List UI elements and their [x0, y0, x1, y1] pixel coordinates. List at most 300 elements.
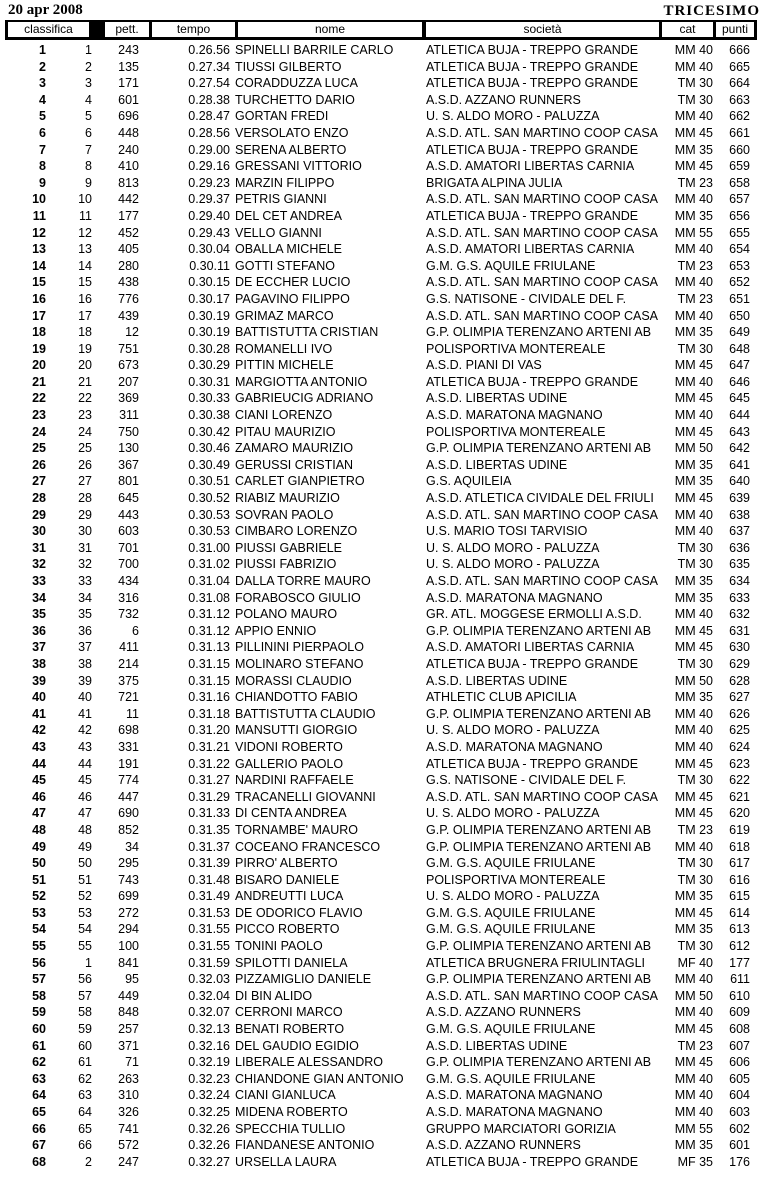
cat-rank-cell: 11 [79, 208, 92, 223]
societa-cell: POLISPORTIVA MONTEREALE [426, 341, 606, 356]
societa-cell: ATLETICA BUJA - TREPPO GRANDE [426, 656, 639, 671]
table-row [0, 142, 775, 159]
cat-cell: MM 45 [674, 358, 713, 373]
punti-cell: 619 [729, 822, 750, 837]
table-row [0, 905, 775, 922]
nome-cell: APPIO ENNIO [235, 623, 317, 638]
punti-cell: 607 [729, 1038, 750, 1053]
tempo-cell: 0.30.46 [188, 441, 230, 456]
cat-rank-cell: 51 [78, 872, 92, 887]
tempo-cell: 0.31.55 [188, 922, 230, 937]
tempo-cell: 0.30.19 [188, 325, 230, 340]
nome-cell: OBALLA MICHELE [235, 242, 342, 257]
pett-cell: 603 [118, 524, 139, 539]
tempo-cell: 0.30.15 [188, 275, 230, 290]
cat-cell: MM 35 [674, 474, 713, 489]
cat-rank-cell: 24 [78, 424, 92, 439]
tempo-cell: 0.31.15 [188, 673, 230, 688]
cat-cell: MM 35 [674, 142, 713, 157]
societa-cell: ATHLETIC CLUB APICILIA [426, 690, 577, 705]
classifica-cell: 13 [32, 242, 46, 257]
nome-cell: BENATI ROBERTO [235, 1022, 345, 1037]
table-row [0, 1071, 775, 1088]
table-row [0, 822, 775, 839]
pett-cell: 130 [118, 441, 139, 456]
nome-cell: GORTAN FREDI [235, 109, 329, 124]
cat-cell: MM 35 [674, 325, 713, 340]
table-row [0, 590, 775, 607]
cat-cell: MM 40 [674, 723, 713, 738]
societa-cell: A.S.D. AZZANO RUNNERS [426, 1005, 581, 1020]
cat-cell: TM 23 [677, 1038, 713, 1053]
tempo-cell: 0.31.12 [188, 623, 230, 638]
societa-cell: G.M. G.S. AQUILE FRIULANE [426, 922, 596, 937]
tempo-cell: 0.30.49 [188, 457, 230, 472]
cat-rank-cell: 3 [85, 76, 92, 91]
cat-rank-cell: 63 [78, 1088, 92, 1103]
table-row [0, 225, 775, 242]
pett-cell: 257 [118, 1022, 139, 1037]
cat-rank-cell: 47 [78, 806, 92, 821]
classifica-cell: 60 [32, 1022, 46, 1037]
tempo-cell: 0.30.28 [188, 341, 230, 356]
nome-cell: PITAU MAURIZIO [235, 424, 336, 439]
table-row [0, 1121, 775, 1138]
punti-cell: 608 [729, 1022, 750, 1037]
nome-cell: SPILOTTI DANIELA [235, 955, 348, 970]
table-row [0, 357, 775, 374]
punti-cell: 626 [729, 706, 750, 721]
societa-cell: G.P. OLIMPIA TERENZANO ARTENI AB [426, 939, 652, 954]
cat-cell: MM 40 [674, 109, 713, 124]
header-cat: cat [662, 22, 713, 37]
cat-rank-cell: 56 [78, 972, 92, 987]
cat-rank-cell: 21 [78, 374, 92, 389]
cat-cell: MM 40 [674, 408, 713, 423]
cat-cell: MM 35 [674, 922, 713, 937]
cat-cell: MM 45 [674, 391, 713, 406]
cat-cell: MF 35 [677, 1154, 713, 1169]
tempo-cell: 0.28.38 [188, 92, 230, 107]
classifica-cell: 52 [32, 889, 46, 904]
punti-cell: 616 [729, 872, 750, 887]
cat-rank-cell: 43 [78, 739, 92, 754]
tempo-cell: 0.30.42 [188, 424, 230, 439]
nome-cell: POLANO MAURO [235, 607, 338, 622]
classifica-cell: 46 [32, 789, 46, 804]
punti-cell: 604 [729, 1088, 750, 1103]
pett-cell: 12 [125, 325, 139, 340]
nome-cell: COCEANO FRANCESCO [235, 839, 381, 854]
punti-cell: 650 [729, 308, 750, 323]
nome-cell: CHIANDONE GIAN ANTONIO [235, 1071, 404, 1086]
pett-cell: 698 [118, 723, 139, 738]
tempo-cell: 0.32.27 [188, 1154, 230, 1169]
tempo-cell: 0.31.20 [188, 723, 230, 738]
nome-cell: RIABIZ MAURIZIO [235, 491, 340, 506]
nome-cell: MIDENA ROBERTO [235, 1105, 348, 1119]
classifica-cell: 34 [32, 590, 46, 605]
tempo-cell: 0.31.08 [188, 590, 230, 605]
punti-cell: 628 [729, 673, 750, 688]
cat-cell: MM 50 [674, 988, 713, 1003]
cat-rank-cell: 65 [78, 1121, 92, 1136]
punti-cell: 614 [729, 905, 750, 920]
classifica-cell: 20 [32, 358, 46, 373]
punti-cell: 634 [729, 574, 750, 588]
cat-cell: MM 40 [674, 242, 713, 257]
race-location: TRICESIMO [663, 3, 760, 19]
tempo-cell: 0.31.18 [188, 706, 230, 721]
nome-cell: CIANI LORENZO [235, 408, 333, 423]
page-header [0, 0, 775, 20]
nome-cell: DALLA TORRE MAURO [235, 574, 371, 588]
table-row [0, 490, 775, 507]
classifica-cell: 54 [32, 922, 46, 937]
pett-cell: 367 [118, 457, 139, 472]
cat-rank-cell: 48 [78, 822, 92, 837]
societa-cell: G.P. OLIMPIA TERENZANO ARTENI AB [426, 706, 652, 721]
classifica-cell: 29 [32, 507, 46, 522]
cat-rank-cell: 8 [85, 159, 92, 174]
table-row [0, 341, 775, 358]
punti-cell: 643 [729, 424, 750, 439]
table-row [0, 191, 775, 208]
nome-cell: MANSUTTI GIORGIO [235, 723, 358, 738]
pett-cell: 732 [118, 607, 139, 622]
table-row [0, 440, 775, 457]
nome-cell: DI CENTA ANDREA [235, 806, 347, 821]
pett-cell: 6 [132, 623, 139, 638]
table-row [0, 1021, 775, 1038]
pett-cell: 690 [118, 806, 139, 821]
nome-cell: FIANDANESE ANTONIO [235, 1138, 375, 1153]
punti-cell: 639 [729, 491, 750, 506]
cat-cell: TM 23 [677, 291, 713, 306]
pett-cell: 813 [118, 175, 139, 190]
punti-cell: 654 [729, 242, 750, 257]
societa-cell: A.S.D. ATL. SAN MARTINO COOP CASA [426, 574, 659, 588]
nome-cell: MORASSI CLAUDIO [235, 673, 352, 688]
classifica-cell: 23 [32, 408, 46, 423]
table-row [0, 1104, 775, 1121]
pett-cell: 371 [118, 1038, 139, 1053]
punti-cell: 627 [729, 690, 750, 705]
classifica-cell: 7 [39, 142, 46, 157]
classifica-cell: 38 [32, 656, 46, 671]
nome-cell: TURCHETTO DARIO [235, 92, 355, 107]
nome-cell: ROMANELLI IVO [235, 341, 333, 356]
societa-cell: G.P. OLIMPIA TERENZANO ARTENI AB [426, 441, 652, 456]
cat-cell: MM 40 [674, 275, 713, 290]
punti-cell: 606 [729, 1055, 750, 1070]
nome-cell: TRACANELLI GIOVANNI [235, 789, 376, 804]
tempo-cell: 0.31.15 [188, 656, 230, 671]
nome-cell: TONINI PAOLO [235, 939, 323, 954]
classifica-cell: 41 [32, 706, 46, 721]
societa-cell: ATLETICA BUJA - TREPPO GRANDE [426, 756, 639, 771]
societa-cell: A.S.D. PIANI DI VAS [426, 358, 542, 373]
pett-cell: 311 [119, 408, 139, 423]
tempo-cell: 0.30.19 [188, 308, 230, 323]
nome-cell: CHIANDOTTO FABIO [235, 690, 358, 705]
cat-cell: MM 45 [674, 640, 713, 655]
classifica-cell: 44 [32, 756, 46, 771]
table-row [0, 374, 775, 391]
classifica-cell: 28 [32, 491, 46, 506]
cat-rank-cell: 5 [85, 109, 92, 124]
cat-rank-cell: 34 [78, 590, 92, 605]
cat-rank-cell: 14 [78, 258, 92, 273]
classifica-cell: 5 [39, 109, 46, 124]
punti-cell: 666 [729, 43, 750, 57]
cat-cell: TM 23 [677, 822, 713, 837]
table-row [0, 789, 775, 806]
nome-cell: ANDREUTTI LUCA [235, 889, 344, 904]
table-row [0, 42, 775, 59]
classifica-cell: 26 [32, 457, 46, 472]
tempo-cell: 0.29.00 [188, 142, 230, 157]
societa-cell: G.S. NATISONE - CIVIDALE DEL F. [426, 773, 627, 788]
punti-cell: 657 [729, 192, 750, 207]
pett-cell: 700 [118, 557, 139, 572]
cat-rank-cell: 26 [78, 457, 92, 472]
table-row [0, 407, 775, 424]
classifica-cell: 63 [32, 1071, 46, 1086]
societa-cell: G.M. G.S. AQUILE FRIULANE [426, 1022, 596, 1037]
nome-cell: BATTISTUTTA CRISTIAN [235, 325, 379, 340]
punti-cell: 621 [729, 789, 750, 804]
table-row [0, 739, 775, 756]
table-row [0, 805, 775, 822]
punti-cell: 625 [729, 723, 750, 738]
cat-rank-cell: 61 [78, 1055, 92, 1070]
societa-cell: A.S.D. AMATORI LIBERTAS CARNIA [426, 242, 635, 257]
cat-cell: MM 35 [674, 889, 713, 904]
punti-cell: 640 [729, 474, 750, 489]
societa-cell: U.S. MARIO TOSI TARVISIO [426, 524, 588, 539]
nome-cell: PETRIS GIANNI [235, 192, 327, 207]
classifica-cell: 68 [32, 1154, 46, 1169]
cat-rank-cell: 10 [78, 192, 92, 207]
cat-rank-cell: 7 [85, 142, 92, 157]
societa-cell: U. S. ALDO MORO - PALUZZA [426, 889, 600, 904]
classifica-cell: 56 [32, 955, 46, 970]
tempo-cell: 0.31.00 [188, 540, 230, 555]
pett-cell: 645 [118, 491, 139, 506]
societa-cell: G.M. G.S. AQUILE FRIULANE [426, 856, 596, 871]
nome-cell: CARLET GIANPIETRO [235, 474, 365, 489]
cat-cell: MM 40 [674, 1105, 713, 1119]
cat-cell: MM 50 [674, 673, 713, 688]
punti-cell: 632 [729, 607, 750, 622]
societa-cell: A.S.D. LIBERTAS UDINE [426, 1038, 568, 1053]
cat-rank-cell: 66 [78, 1138, 92, 1153]
nome-cell: VELLO GIANNI [235, 225, 322, 240]
classifica-cell: 6 [39, 125, 46, 140]
cat-cell: TM 30 [677, 939, 713, 954]
cat-rank-cell: 60 [78, 1038, 92, 1053]
nome-cell: NARDINI RAFFAELE [235, 773, 354, 788]
pett-cell: 326 [118, 1105, 139, 1119]
nome-cell: PIUSSI FABRIZIO [235, 557, 337, 572]
societa-cell: G.P. OLIMPIA TERENZANO ARTENI AB [426, 325, 652, 340]
tempo-cell: 0.30.33 [188, 391, 230, 406]
pett-cell: 171 [118, 76, 139, 91]
pett-cell: 295 [118, 856, 139, 871]
nome-cell: PIUSSI GABRIELE [235, 540, 342, 555]
societa-cell: ATLETICA BUJA - TREPPO GRANDE [426, 1154, 639, 1169]
societa-cell: A.S.D. MARATONA MAGNANO [426, 1105, 603, 1119]
punti-cell: 605 [729, 1071, 750, 1086]
tempo-cell: 0.31.12 [188, 607, 230, 622]
cat-rank-cell: 64 [78, 1105, 92, 1119]
classifica-cell: 37 [32, 640, 46, 655]
societa-cell: G.S. AQUILEIA [426, 474, 512, 489]
societa-cell: A.S.D. MARATONA MAGNANO [426, 1088, 603, 1103]
pett-cell: 776 [118, 291, 139, 306]
cat-rank-cell: 58 [78, 1005, 92, 1020]
classifica-cell: 14 [32, 258, 46, 273]
classifica-cell: 15 [32, 275, 46, 290]
cat-rank-cell: 28 [78, 491, 92, 506]
cat-rank-cell: 54 [78, 922, 92, 937]
nome-cell: PILLININI PIERPAOLO [235, 640, 364, 655]
cat-rank-cell: 38 [78, 656, 92, 671]
societa-cell: A.S.D. LIBERTAS UDINE [426, 457, 568, 472]
nome-cell: MARGIOTTA ANTONIO [235, 374, 368, 389]
cat-rank-cell: 37 [78, 640, 92, 655]
classifica-cell: 8 [39, 159, 46, 174]
nome-cell: DE ECCHER LUCIO [235, 275, 351, 290]
table-row [0, 689, 775, 706]
header-nome: nome [238, 22, 422, 37]
tempo-cell: 0.26.56 [188, 43, 230, 57]
societa-cell: U. S. ALDO MORO - PALUZZA [426, 723, 600, 738]
table-row [0, 573, 775, 590]
punti-cell: 661 [729, 125, 750, 140]
tempo-cell: 0.30.04 [188, 242, 230, 257]
nome-cell: DEL GAUDIO EGIDIO [235, 1038, 359, 1053]
tempo-cell: 0.31.02 [188, 557, 230, 572]
race-date: 20 apr 2008 [8, 2, 83, 18]
cat-cell: MM 40 [674, 839, 713, 854]
table-row [0, 1087, 775, 1104]
societa-cell: G.P. OLIMPIA TERENZANO ARTENI AB [426, 972, 652, 987]
cat-rank-cell: 2 [85, 1154, 92, 1169]
cat-rank-cell: 13 [78, 242, 92, 257]
nome-cell: VERSOLATO ENZO [235, 125, 349, 140]
cat-cell: MM 40 [674, 706, 713, 721]
punti-cell: 637 [729, 524, 750, 539]
table-row [0, 938, 775, 955]
societa-cell: U. S. ALDO MORO - PALUZZA [426, 557, 600, 572]
pett-cell: 841 [118, 955, 139, 970]
pett-cell: 240 [118, 142, 139, 157]
cat-cell: MM 35 [674, 574, 713, 588]
societa-cell: ATLETICA BUJA - TREPPO GRANDE [426, 142, 639, 157]
cat-rank-cell: 2 [85, 59, 92, 74]
cat-cell: MM 35 [674, 208, 713, 223]
table-row [0, 756, 775, 773]
pett-cell: 442 [118, 192, 139, 207]
tempo-cell: 0.32.23 [188, 1071, 230, 1086]
pett-cell: 310 [118, 1088, 139, 1103]
cat-rank-cell: 32 [78, 557, 92, 572]
societa-cell: A.S.D. LIBERTAS UDINE [426, 391, 568, 406]
pett-cell: 774 [118, 773, 139, 788]
pett-cell: 801 [118, 474, 139, 489]
cat-rank-cell: 33 [78, 574, 92, 588]
tempo-cell: 0.31.33 [188, 806, 230, 821]
societa-cell: A.S.D. ATL. SAN MARTINO COOP CASA [426, 789, 659, 804]
punti-cell: 635 [729, 557, 750, 572]
societa-cell: U. S. ALDO MORO - PALUZZA [426, 806, 600, 821]
table-row [0, 457, 775, 474]
nome-cell: SPECCHIA TULLIO [235, 1121, 346, 1136]
societa-cell: A.S.D. ATL. SAN MARTINO COOP CASA [426, 225, 659, 240]
societa-cell: ATLETICA BUJA - TREPPO GRANDE [426, 76, 639, 91]
classifica-cell: 35 [32, 607, 46, 622]
punti-cell: 644 [729, 408, 750, 423]
table-row [0, 606, 775, 623]
pett-cell: 696 [118, 109, 139, 124]
table-row [0, 1038, 775, 1055]
pett-cell: 452 [118, 225, 139, 240]
classifica-cell: 62 [32, 1055, 46, 1070]
punti-cell: 656 [729, 208, 750, 223]
cat-cell: MM 40 [674, 524, 713, 539]
pett-cell: 601 [118, 92, 139, 107]
classifica-cell: 67 [32, 1138, 46, 1153]
societa-cell: A.S.D. AZZANO RUNNERS [426, 1138, 581, 1153]
punti-cell: 646 [729, 374, 750, 389]
classifica-cell: 39 [32, 673, 46, 688]
societa-cell: GRUPPO MARCIATORI GORIZIA [426, 1121, 616, 1136]
cat-cell: MM 40 [674, 374, 713, 389]
cat-cell: MM 40 [674, 1071, 713, 1086]
cat-rank-cell: 44 [78, 756, 92, 771]
nome-cell: GOTTI STEFANO [235, 258, 336, 273]
cat-rank-cell: 55 [78, 939, 92, 954]
classifica-cell: 47 [32, 806, 46, 821]
pett-cell: 439 [118, 308, 139, 323]
table-row [0, 955, 775, 972]
table-row [0, 125, 775, 142]
cat-rank-cell: 53 [78, 905, 92, 920]
tempo-cell: 0.27.54 [188, 76, 230, 91]
societa-cell: A.S.D. ATL. SAN MARTINO COOP CASA [426, 275, 659, 290]
tempo-cell: 0.32.19 [188, 1055, 230, 1070]
societa-cell: ATLETICA BRUGNERA FRIULINTAGLI [426, 955, 646, 970]
classifica-cell: 32 [32, 557, 46, 572]
pett-cell: 316 [118, 590, 139, 605]
cat-cell: TM 30 [677, 76, 713, 91]
tempo-cell: 0.29.37 [188, 192, 230, 207]
societa-cell: A.S.D. LIBERTAS UDINE [426, 673, 568, 688]
cat-rank-cell: 50 [78, 856, 92, 871]
tempo-cell: 0.32.26 [188, 1138, 230, 1153]
classifica-cell: 43 [32, 739, 46, 754]
punti-cell: 623 [729, 756, 750, 771]
table-row [0, 971, 775, 988]
cat-rank-cell: 22 [78, 391, 92, 406]
societa-cell: ATLETICA BUJA - TREPPO GRANDE [426, 43, 639, 57]
punti-cell: 659 [729, 159, 750, 174]
cat-cell: MM 40 [674, 308, 713, 323]
classifica-cell: 30 [32, 524, 46, 539]
nome-cell: URSELLA LAURA [235, 1154, 337, 1169]
